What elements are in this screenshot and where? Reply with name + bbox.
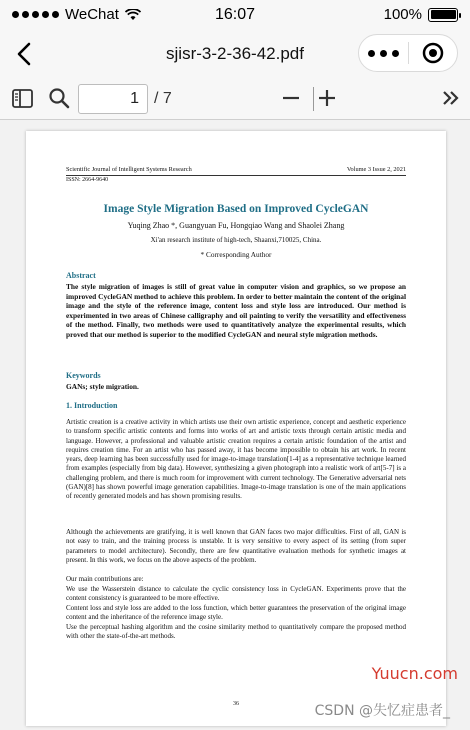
- abstract-text: The style migration of images is still of great value in computer vision and graphics, so we propose an improved CycleGAN method to achieve this problem. In order to better maintain the content of the original image and the style of the reference image, content loss and style loss are introduced. Our method is experimented in two areas of Chinese calligraphy and oil painting to verify the versatility and effectiveness of the method. Finally, two methods were used to quantitatively analyze the experimental results, which proved that our method is superior to the modified CycleGAN and neural style migration methods.: [66, 282, 406, 339]
- running-header: [66, 166, 406, 173]
- sidebar-toggle-icon[interactable]: [12, 89, 33, 108]
- clock: 16:07: [214, 6, 256, 23]
- paper-title: Image Style Migration Based on Improved CycleGAN: [103, 203, 369, 215]
- contributions-intro: Our main contributions are:: [66, 575, 144, 583]
- authors: Yuqing Zhao *, Guangyuan Fu, Hongqiao Wang and Shaolei Zhang: [127, 221, 345, 230]
- site-watermark: Yuucn.com: [371, 664, 458, 683]
- csdn-watermark: CSDN @失忆症患者_: [314, 703, 450, 719]
- carrier-label: WeChat: [65, 6, 119, 23]
- mini-program-capsule: [358, 34, 458, 72]
- journal-name: Scientific Journal of Intelligent Systems Research: [66, 166, 192, 173]
- more-options-button[interactable]: [359, 50, 408, 57]
- pdf-viewer[interactable]: [0, 121, 470, 730]
- close-circle-icon: [422, 42, 444, 64]
- more-tools-chevron-icon[interactable]: [442, 90, 460, 106]
- contribution-2: Content loss and style loss are added to the loss function, which better guarantees the preservation of the original image content and the inheritance of the reference image style.: [66, 604, 406, 622]
- close-button[interactable]: [408, 42, 457, 64]
- zoom-in-icon[interactable]: [318, 89, 336, 107]
- page-number: 36: [233, 701, 239, 707]
- nav-bar: [0, 30, 470, 78]
- abstract-heading: Abstract: [66, 271, 96, 280]
- affiliation: Xi'an research institute of high-tech, Shaanxi,710025, China.: [150, 236, 322, 244]
- intro-heading: 1. Introduction: [66, 401, 118, 410]
- battery-icon: [428, 8, 458, 22]
- battery-group: [384, 6, 458, 23]
- page-total: / 7: [154, 90, 172, 107]
- issn: ISSN: 2664-9640: [66, 177, 109, 183]
- page-number-input[interactable]: 1: [78, 84, 148, 114]
- contribution-1: We use the Wasserstein distance to calculate the cyclic consistency loss in CycleGAN. Experiments prove that the content consistency is guaranteed to be more effective.: [66, 585, 406, 603]
- contribution-3: Use the perceptual hashing algorithm and the cosine similarity method to quantitatively compare the proposed method with other the state-of-the-art methods.: [66, 623, 406, 641]
- pdf-toolbar: [0, 78, 470, 120]
- battery-percent: 100%: [383, 6, 422, 23]
- status-bar: [0, 0, 470, 30]
- header-rule: [66, 175, 406, 176]
- file-title: sjisr-3-2-36-42.pdf: [166, 44, 304, 63]
- pdf-page: [26, 131, 446, 726]
- zoom-out-icon[interactable]: [282, 89, 300, 107]
- volume-info: Volume 3 Issue 2, 2021: [346, 166, 406, 173]
- search-icon[interactable]: [48, 87, 70, 109]
- keywords-heading: Keywords: [66, 371, 101, 380]
- keywords-text: GANs; style migration.: [66, 382, 139, 391]
- corresponding-author: * Corresponding Author: [200, 250, 272, 259]
- intro-paragraph-2: Although the achievements are gratifying, it is well known that GAN faces two major difficulties. First of all, GAN is not easy to train, and the training process is unstable. It is very sensitive to every aspect of its setting (from super parameters to model architecture). Secondly, there are few quantitative evaluation methods for synthetic images at present. In this work, we focus on the above aspects of the problem.: [66, 528, 406, 564]
- zoom-divider: [313, 87, 314, 111]
- intro-paragraph-1: Artistic creation is a creative activity in which artists use their own artistic experience, concept and aesthetic experience to transform specific artistic contents and forms into works of art and artistic texts through certain artistic media and language. However, a professional and valuable artistic creation requires a certain artistic foundation of the artist and requires creation time. For an artist who has passed away, it has become impossible to obtain his art work. In recent years, deep learning has been successfully used for image-to-image translation[1-4] as a representative technique learned from examples (especially from big data). However, synthesizing a given photograph into a realistic work of art[5-7] is a challenging problem, and there is much room for improvement with current technology. The Generative adversarial nets (GAN)[8] has shown powerful image generation capabilities. Image-to-image translation is one of the main applications of recently generated models and has shown promising results.: [66, 418, 406, 501]
